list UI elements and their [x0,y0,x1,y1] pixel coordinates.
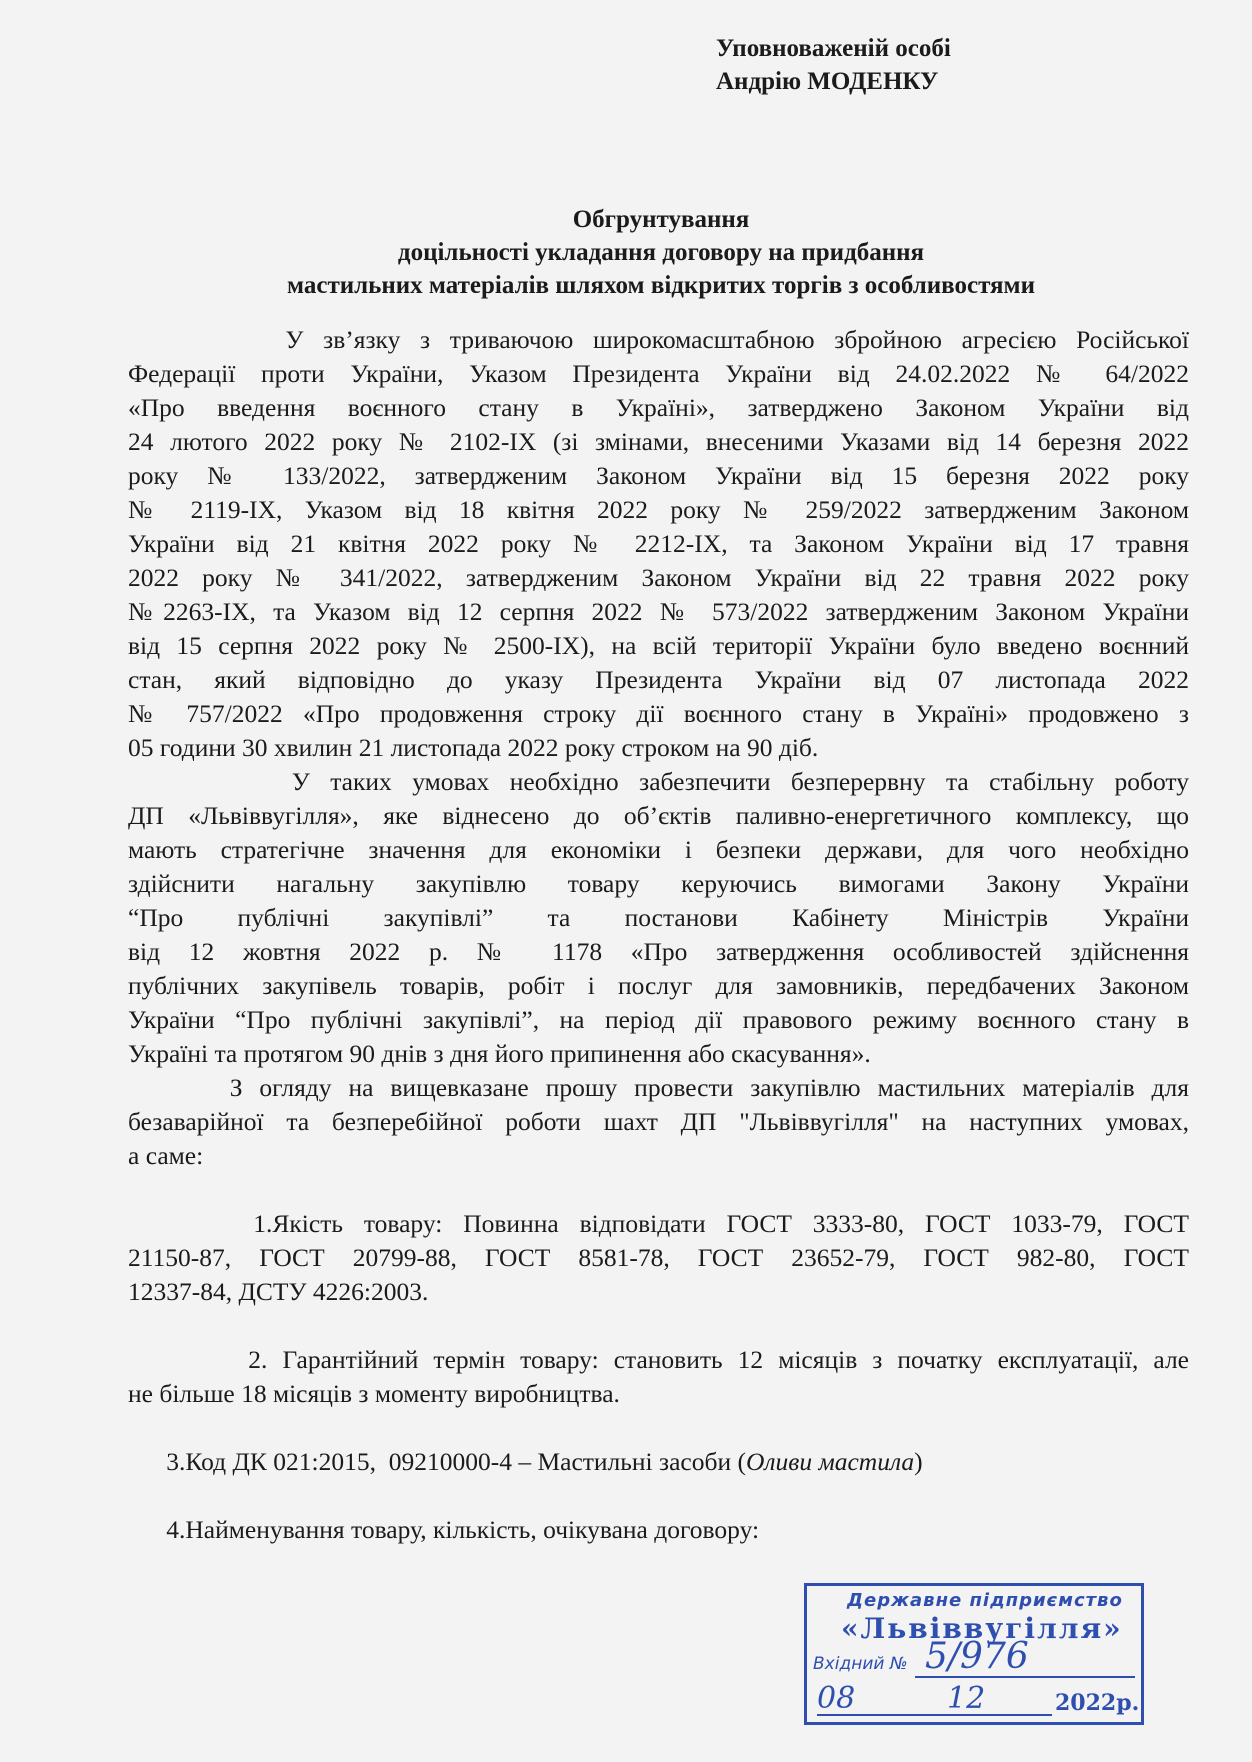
addressee-line: Уповноваженій особі [716,35,951,62]
text-line: року № 133/2022, затвердженим Законом України від 15 березня 2022 року [128,461,1189,490]
text-line: 24 лютого 2022 року № 2102-IX (зі змінами, внесеними Указами від 14 березня 2022 [128,427,1189,456]
text-line: стан, який відповідно до указу Президента України від 07 листопада 2022 [128,665,1189,694]
title-line: Обгрунтування [572,206,750,233]
text-line: мають стратегічне значення для економіки і безпеки держави, для чого необхідно [128,835,1189,864]
text-line: Україні та протягом 90 днів з дня його припинення або скасування». [128,1039,871,1068]
stamp-day: 08 [817,1681,856,1716]
paragraph-martial-law [128,323,1189,765]
text-line: № 757/2022 «Про продовження строку дії воєнного стану в Україні» продовжено з [128,699,1189,728]
stamp-incoming-number: 5/976 [925,1636,1029,1677]
text-line: 12337-84, ДСТУ 4226:2003. [128,1277,429,1306]
addressee-name: Андрію МОДЕНКУ [716,68,939,95]
text-line: не більше 18 місяців з моменту виробництва. [128,1379,620,1408]
text-line: України “Про публічні закупівлі”, на період дії правового режиму воєнного стану в [128,1005,1189,1034]
text-line: здійснити нагальну закупівлю товару керуючись вимогами Закону України [128,869,1189,898]
document-title [130,203,1192,302]
stamp-incoming-label: Вхідний № [813,1654,908,1674]
stamp-month: 12 [947,1681,986,1716]
text-line: 05 години 30 хвилин 21 листопада 2022 року строком на 90 діб. [128,733,819,762]
title-line: доцільності укладання договору на придбання [397,239,925,266]
text-line: Федерації проти України, Указом Президента України від 24.02.2022 № 64/2022 [128,359,1189,388]
text-line: 21150-87, ГОСТ 20799-88, ГОСТ 8581-78, ГОСТ 23652-79, ГОСТ 982-80, ГОСТ [128,1243,1189,1272]
document-body [128,323,1189,1547]
text-line: 2. Гарантійний термін товару: становить 12 місяців з початку експлуатації, але [128,1345,1189,1374]
item-code-italic: Оливи мастила [745,1447,915,1476]
text-line: “Про публічні закупівлі” та постанови Кабінету Міністрів України [128,903,1189,932]
item-warranty [128,1343,1189,1411]
text-line: від 12 жовтня 2022 р. № 1178 «Про затвердження особливостей здійснення [128,937,1189,966]
addressee-block [716,32,951,98]
text-line: від 15 серпня 2022 року № 2500-IX), на всій території України було введено воєнний [128,631,1189,660]
text-line: У таких умовах необхідно забезпечити безперервну та стабільну роботу [128,767,1189,796]
title-line: мастильних матеріалів шляхом відкритих торгів з особливостями [286,272,1035,299]
stamp-year: 2022р. [1055,1690,1140,1716]
stamp-org-name: «Львіввугілля» [841,1612,1123,1645]
item-quality [128,1207,1189,1309]
text-line: безаварійної та безперебійної роботи шахт ДП "Львіввугілля" на наступних умовах, [128,1107,1189,1136]
item-code: 3.Код ДК 021:2015, 09210000-4 – Мастильні засоби (Оливи мастила) [128,1447,923,1476]
registration-stamp [804,1583,1144,1725]
text-line: «Про введення воєнного стану в Україні», затверджено Законом України від [128,393,1189,422]
text-line: 2022 року № 341/2022, затвердженим Законом України від 22 травня 2022 року [128,563,1189,592]
text-line: У зв’язку з триваючою широкомасштабною збройною агресією Російської [128,325,1189,354]
text-line: №2263-IX, та Указом від 12 серпня 2022 № 573/2022 затвердженим Законом України [128,597,1189,626]
text-line: ДП «Львіввугілля», яке віднесено до об’єктів паливно-енергетичного комплексу, що [128,801,1189,830]
paragraph-request [128,1071,1189,1173]
item-name: 4.Найменування товару, кількість, очікувана договору: [128,1515,760,1544]
text-line: публічних закупівель товарів, робіт і послуг для замовників, передбачених Законом [128,971,1189,1000]
text-line: 1.Якість товару: Повинна відповідати ГОСТ 3333-80, ГОСТ 1033-79, ГОСТ [128,1209,1189,1238]
paragraph-conditions [128,765,1189,1071]
stamp-org-type: Державне підприємство [847,1590,1123,1611]
text-line: а саме: [128,1141,204,1170]
text-line: З огляду на вищевказане прошу провести закупівлю мастильних матеріалів для [128,1073,1189,1102]
text-line: № 2119-IX, Указом від 18 квітня 2022 року № 259/2022 затвердженим Законом [128,495,1189,524]
text-line: України від 21 квітня 2022 року № 2212-IX, та Законом України від 17 травня [128,529,1189,558]
